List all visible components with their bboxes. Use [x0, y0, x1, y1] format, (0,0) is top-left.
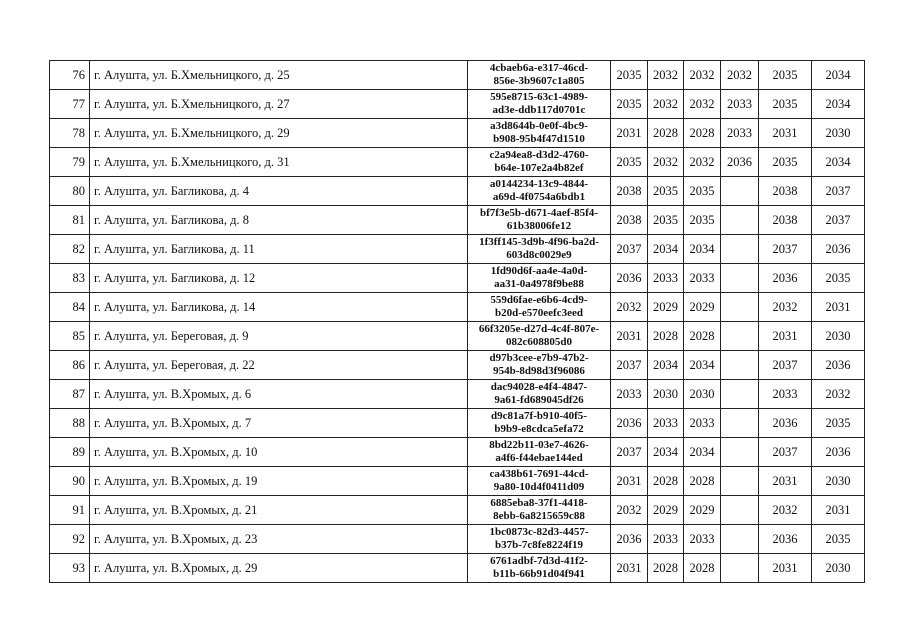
- building-guid: [468, 61, 611, 90]
- year-col-3: 2028: [684, 119, 721, 148]
- year-col-4: [721, 496, 759, 525]
- building-guid: [468, 409, 611, 438]
- row-number: 77: [50, 90, 90, 119]
- building-address: г. Алушта, ул. В.Хромых, д. 21: [90, 496, 468, 525]
- row-number: 82: [50, 235, 90, 264]
- year-col-5: 2035: [759, 90, 812, 119]
- year-col-6: 2031: [812, 496, 865, 525]
- row-number: 91: [50, 496, 90, 525]
- year-col-5: 2037: [759, 438, 812, 467]
- building-address: г. Алушта, ул. Б.Хмельницкого, д. 29: [90, 119, 468, 148]
- year-col-2: 2034: [648, 351, 684, 380]
- building-guid-line-2: b37b-7c8fe8224f19: [495, 539, 583, 551]
- year-col-4: [721, 264, 759, 293]
- year-col-1: 2031: [611, 322, 648, 351]
- building-guid-line-2: 603d8c0029e9: [506, 249, 572, 261]
- building-address: г. Алушта, ул. В.Хромых, д. 23: [90, 525, 468, 554]
- row-number: 88: [50, 409, 90, 438]
- year-col-4: [721, 525, 759, 554]
- year-col-4: 2033: [721, 119, 759, 148]
- year-col-3: 2029: [684, 293, 721, 322]
- building-guid: [468, 496, 611, 525]
- building-guid-line-2: b64e-107e2a4b82ef: [494, 162, 584, 174]
- housing-register-table: [49, 60, 865, 583]
- row-number: 87: [50, 380, 90, 409]
- building-guid-line-1: ca438b61-7691-44cd-: [489, 468, 589, 480]
- year-col-3: 2028: [684, 467, 721, 496]
- year-col-4: [721, 467, 759, 496]
- year-col-1: 2037: [611, 351, 648, 380]
- year-col-2: 2029: [648, 293, 684, 322]
- building-guid-line-2: 856e-3b9607c1a805: [493, 75, 585, 87]
- year-col-2: 2032: [648, 61, 684, 90]
- building-guid-line-2: b9b9-e8cdca5efa72: [494, 423, 584, 435]
- building-guid: [468, 438, 611, 467]
- year-col-3: 2029: [684, 496, 721, 525]
- building-guid-line-2: b20d-e570eefc3eed: [495, 307, 583, 319]
- year-col-2: 2032: [648, 148, 684, 177]
- building-address: г. Алушта, ул. В.Хромых, д. 6: [90, 380, 468, 409]
- building-guid-line-1: a3d8644b-0e0f-4bc9-: [490, 120, 588, 132]
- building-address: г. Алушта, ул. В.Хромых, д. 29: [90, 554, 468, 583]
- building-guid-line-1: 1bc0873c-82d3-4457-: [489, 526, 589, 538]
- year-col-6: 2036: [812, 235, 865, 264]
- year-col-1: 2038: [611, 206, 648, 235]
- year-col-2: 2028: [648, 322, 684, 351]
- building-guid-line-2: 8ebb-6a8215659c88: [493, 510, 585, 522]
- year-col-5: 2033: [759, 380, 812, 409]
- year-col-6: 2035: [812, 409, 865, 438]
- row-number: 92: [50, 525, 90, 554]
- year-col-5: 2031: [759, 554, 812, 583]
- building-address: г. Алушта, ул. Б.Хмельницкого, д. 31: [90, 148, 468, 177]
- year-col-5: 2031: [759, 322, 812, 351]
- table-row: [50, 496, 865, 525]
- building-address: г. Алушта, ул. В.Хромых, д. 7: [90, 409, 468, 438]
- year-col-6: 2030: [812, 554, 865, 583]
- building-guid-line-1: 6885eba8-37f1-4418-: [490, 497, 588, 509]
- building-guid-line-2: aa31-0a4978f9be88: [494, 278, 584, 290]
- building-guid-line-2: 61b38006fe12: [506, 220, 572, 232]
- year-col-5: 2035: [759, 61, 812, 90]
- year-col-2: 2028: [648, 554, 684, 583]
- year-col-3: 2034: [684, 235, 721, 264]
- year-col-3: 2034: [684, 438, 721, 467]
- year-col-2: 2035: [648, 206, 684, 235]
- year-col-5: 2036: [759, 525, 812, 554]
- year-col-1: 2038: [611, 177, 648, 206]
- table-row: [50, 467, 865, 496]
- year-col-5: 2038: [759, 177, 812, 206]
- building-guid: [468, 525, 611, 554]
- building-address: г. Алушта, ул. Береговая, д. 22: [90, 351, 468, 380]
- building-guid-line-1: a0144234-13c9-4844-: [489, 178, 589, 190]
- year-col-6: 2034: [812, 61, 865, 90]
- building-guid: [468, 148, 611, 177]
- building-guid-line-1: 1fd90d6f-aa4e-4a0d-: [490, 265, 588, 277]
- year-col-6: 2035: [812, 264, 865, 293]
- year-col-1: 2036: [611, 409, 648, 438]
- year-col-1: 2036: [611, 264, 648, 293]
- year-col-1: 2037: [611, 235, 648, 264]
- row-number: 80: [50, 177, 90, 206]
- building-address: г. Алушта, ул. Багликова, д. 14: [90, 293, 468, 322]
- year-col-2: 2028: [648, 467, 684, 496]
- year-col-6: 2035: [812, 525, 865, 554]
- year-col-3: 2035: [684, 177, 721, 206]
- year-col-6: 2036: [812, 351, 865, 380]
- row-number: 93: [50, 554, 90, 583]
- building-guid-line-2: 9a80-10d4f0411d09: [493, 481, 585, 493]
- building-guid-line-2: b11b-66b91d04f941: [493, 568, 585, 580]
- table-row: [50, 61, 865, 90]
- building-guid-line-2: 9a61-fd689045df26: [494, 394, 584, 406]
- table-row: [50, 264, 865, 293]
- table-row: [50, 119, 865, 148]
- building-guid: [468, 264, 611, 293]
- year-col-1: 2033: [611, 380, 648, 409]
- row-number: 79: [50, 148, 90, 177]
- building-guid-line-2: 954b-8d98d3f96086: [493, 365, 585, 377]
- year-col-6: 2034: [812, 90, 865, 119]
- row-number: 84: [50, 293, 90, 322]
- year-col-4: [721, 235, 759, 264]
- table-row: [50, 293, 865, 322]
- year-col-6: 2034: [812, 148, 865, 177]
- building-guid-line-1: d9c81a7f-b910-40f5-: [491, 410, 587, 422]
- building-guid: [468, 235, 611, 264]
- year-col-3: 2033: [684, 409, 721, 438]
- building-address: г. Алушта, ул. В.Хромых, д. 10: [90, 438, 468, 467]
- building-guid-line-1: 6761adbf-7d3d-41f2-: [490, 555, 588, 567]
- building-guid-line-2: 082c608805d0: [506, 336, 572, 348]
- year-col-6: 2037: [812, 177, 865, 206]
- year-col-4: [721, 554, 759, 583]
- table-body: [50, 61, 865, 583]
- building-guid: [468, 90, 611, 119]
- year-col-4: [721, 322, 759, 351]
- building-guid-line-1: 66f3205e-d27d-4c4f-807e-: [478, 323, 600, 335]
- year-col-3: 2034: [684, 351, 721, 380]
- year-col-5: 2031: [759, 119, 812, 148]
- year-col-5: 2036: [759, 264, 812, 293]
- building-guid: [468, 322, 611, 351]
- building-guid-line-1: 1f3ff145-3d9b-4f96-ba2d-: [479, 236, 599, 248]
- year-col-2: 2029: [648, 496, 684, 525]
- building-guid-line-1: bf7f3e5b-d671-4aef-85f4-: [480, 207, 598, 219]
- year-col-3: 2028: [684, 554, 721, 583]
- row-number: 89: [50, 438, 90, 467]
- table-row: [50, 380, 865, 409]
- table-row: [50, 148, 865, 177]
- year-col-4: [721, 293, 759, 322]
- year-col-2: 2033: [648, 409, 684, 438]
- row-number: 81: [50, 206, 90, 235]
- year-col-6: 2030: [812, 119, 865, 148]
- year-col-5: 2032: [759, 496, 812, 525]
- year-col-4: [721, 206, 759, 235]
- year-col-2: 2028: [648, 119, 684, 148]
- year-col-5: 2032: [759, 293, 812, 322]
- table-row: [50, 409, 865, 438]
- building-guid: [468, 351, 611, 380]
- building-guid-line-2: a69d-4f0754a6bdb1: [492, 191, 586, 203]
- year-col-1: 2035: [611, 90, 648, 119]
- year-col-5: 2037: [759, 351, 812, 380]
- year-col-5: 2038: [759, 206, 812, 235]
- year-col-2: 2033: [648, 525, 684, 554]
- year-col-3: 2035: [684, 206, 721, 235]
- year-col-1: 2031: [611, 554, 648, 583]
- year-col-2: 2030: [648, 380, 684, 409]
- building-guid: [468, 380, 611, 409]
- table-row: [50, 235, 865, 264]
- building-address: г. Алушта, ул. Багликова, д. 12: [90, 264, 468, 293]
- year-col-1: 2035: [611, 61, 648, 90]
- building-guid-line-2: b908-95b4f47d1510: [493, 133, 585, 145]
- building-guid-line-2: ad3e-ddb117d0701c: [492, 104, 586, 116]
- table-row: [50, 351, 865, 380]
- year-col-1: 2032: [611, 496, 648, 525]
- building-guid: [468, 467, 611, 496]
- building-guid-line-1: 8bd22b11-03e7-4626-: [489, 439, 589, 451]
- table-row: [50, 525, 865, 554]
- year-col-6: 2032: [812, 380, 865, 409]
- year-col-2: 2034: [648, 438, 684, 467]
- year-col-4: [721, 351, 759, 380]
- table-row: [50, 90, 865, 119]
- year-col-1: 2037: [611, 438, 648, 467]
- building-address: г. Алушта, ул. Багликова, д. 4: [90, 177, 468, 206]
- building-guid: [468, 206, 611, 235]
- building-guid: [468, 554, 611, 583]
- building-guid: [468, 293, 611, 322]
- year-col-1: 2035: [611, 148, 648, 177]
- year-col-6: 2031: [812, 293, 865, 322]
- building-guid: [468, 119, 611, 148]
- table-row: [50, 322, 865, 351]
- year-col-2: 2035: [648, 177, 684, 206]
- year-col-1: 2036: [611, 525, 648, 554]
- table-row: [50, 438, 865, 467]
- year-col-2: 2033: [648, 264, 684, 293]
- year-col-1: 2031: [611, 119, 648, 148]
- year-col-4: 2033: [721, 90, 759, 119]
- year-col-2: 2032: [648, 90, 684, 119]
- year-col-4: [721, 409, 759, 438]
- year-col-3: 2033: [684, 264, 721, 293]
- row-number: 86: [50, 351, 90, 380]
- year-col-5: 2031: [759, 467, 812, 496]
- row-number: 78: [50, 119, 90, 148]
- year-col-5: 2035: [759, 148, 812, 177]
- building-address: г. Алушта, ул. Багликова, д. 8: [90, 206, 468, 235]
- year-col-3: 2032: [684, 148, 721, 177]
- year-col-4: 2032: [721, 61, 759, 90]
- table-row: [50, 206, 865, 235]
- year-col-6: 2037: [812, 206, 865, 235]
- year-col-6: 2036: [812, 438, 865, 467]
- building-guid-line-1: dac94028-e4f4-4847-: [490, 381, 588, 393]
- building-guid-line-1: 4cbaeb6a-e317-46cd-: [489, 62, 589, 74]
- row-number: 90: [50, 467, 90, 496]
- year-col-3: 2028: [684, 322, 721, 351]
- row-number: 83: [50, 264, 90, 293]
- building-guid: [468, 177, 611, 206]
- building-address: г. Алушта, ул. Береговая, д. 9: [90, 322, 468, 351]
- year-col-1: 2032: [611, 293, 648, 322]
- year-col-3: 2033: [684, 525, 721, 554]
- year-col-4: [721, 380, 759, 409]
- row-number: 85: [50, 322, 90, 351]
- year-col-3: 2032: [684, 61, 721, 90]
- building-guid-line-2: a4f6-f44ebae144ed: [495, 452, 583, 464]
- year-col-3: 2030: [684, 380, 721, 409]
- building-guid-line-1: 559d6fae-e6b6-4cd9-: [490, 294, 588, 306]
- building-guid-line-1: d97b3cee-e7b9-47b2-: [489, 352, 589, 364]
- table-row: [50, 177, 865, 206]
- year-col-2: 2034: [648, 235, 684, 264]
- year-col-4: [721, 438, 759, 467]
- year-col-1: 2031: [611, 467, 648, 496]
- building-guid-line-1: 595e8715-63c1-4989-: [490, 91, 588, 103]
- year-col-4: 2036: [721, 148, 759, 177]
- building-address: г. Алушта, ул. Б.Хмельницкого, д. 27: [90, 90, 468, 119]
- year-col-5: 2036: [759, 409, 812, 438]
- year-col-4: [721, 177, 759, 206]
- table-row: [50, 554, 865, 583]
- building-address: г. Алушта, ул. Багликова, д. 11: [90, 235, 468, 264]
- year-col-5: 2037: [759, 235, 812, 264]
- year-col-6: 2030: [812, 322, 865, 351]
- building-address: г. Алушта, ул. Б.Хмельницкого, д. 25: [90, 61, 468, 90]
- year-col-6: 2030: [812, 467, 865, 496]
- year-col-3: 2032: [684, 90, 721, 119]
- building-guid-line-1: c2a94ea8-d3d2-4760-: [489, 149, 589, 161]
- building-address: г. Алушта, ул. В.Хромых, д. 19: [90, 467, 468, 496]
- row-number: 76: [50, 61, 90, 90]
